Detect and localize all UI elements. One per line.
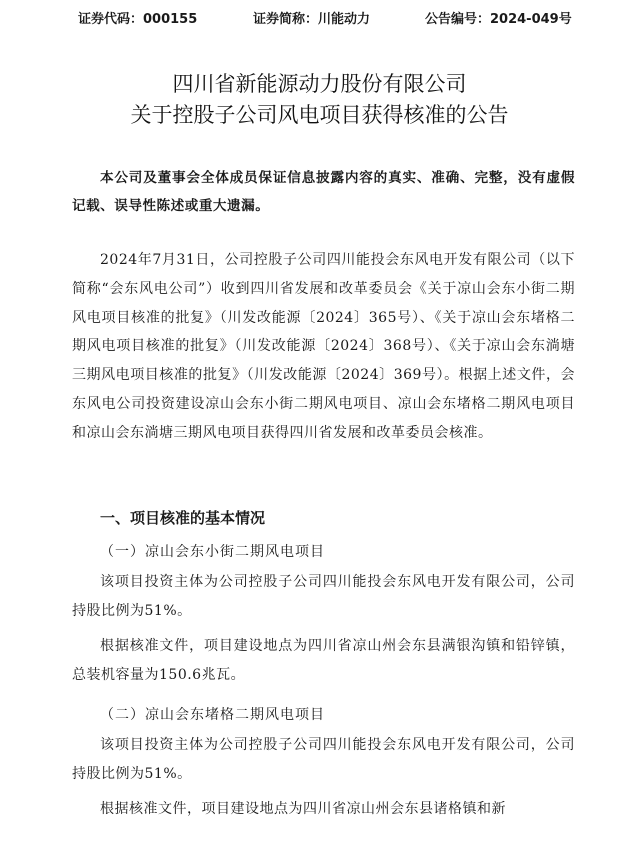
subsection-heading-duge: （二）凉山会东堵格二期风电项目 xyxy=(100,707,325,723)
title-company: 四川省新能源动力股份有限公司 xyxy=(172,72,467,96)
board-statement: 本公司及董事会全体成员保证信息披露内容的真实、准确、完整，没有虚假记载、误导性陈述或重大遗漏。 xyxy=(72,170,575,214)
subsection-heading-xiaojie: （一）凉山会东小街二期风电项目 xyxy=(100,544,325,560)
stock-code: 证券代码：000155 xyxy=(78,12,198,27)
document-header xyxy=(78,8,598,28)
intro-paragraph: 2024年7月31日，公司控股子公司四川能投会东风电开发有限公司（以下简称“会东风电公司”）收到四川省发展和改革委员会《关于凉山会东小街二期风电项目核准的批复》（川发改能源〔2024〕365号）、《关于凉山会东堵格二期风电项目核准的批复》（川发改能源〔2024〕368号）、《关于凉山会东淌塘三期风电项目核准的批复》（川发改能源〔2024〕369号）。根据上述文件，会东风电公司投资建设凉山会东小街二期风电项目、凉山会东堵格二期风电项目和凉山会东淌塘三期风电项目获得四川省发展和改革委员会核准。 xyxy=(72,252,575,441)
announcement-number: 公告编号：2024-049号 xyxy=(425,12,572,27)
duge-investor-paragraph: 该项目投资主体为公司控股子公司四川能投会东风电开发有限公司，公司持股比例为51%。 xyxy=(72,737,575,782)
section-heading-approval: 一、项目核准的基本情况 xyxy=(100,509,266,527)
xiaojie-location-paragraph: 根据核准文件，项目建设地点为四川省凉山州会东县满银沟镇和铅锌镇，总装机容量为150.6兆瓦。 xyxy=(72,638,575,683)
title-announcement: 关于控股子公司风电项目获得核准的公告 xyxy=(130,103,509,127)
duge-location-paragraph: 根据核准文件，项目建设地点为四川省凉山州会东县诸格镇和新 xyxy=(100,801,506,817)
xiaojie-investor-paragraph: 该项目投资主体为公司控股子公司四川能投会东风电开发有限公司，公司持股比例为51%。 xyxy=(72,574,575,619)
stock-short-name: 证券简称：川能动力 xyxy=(253,12,371,27)
